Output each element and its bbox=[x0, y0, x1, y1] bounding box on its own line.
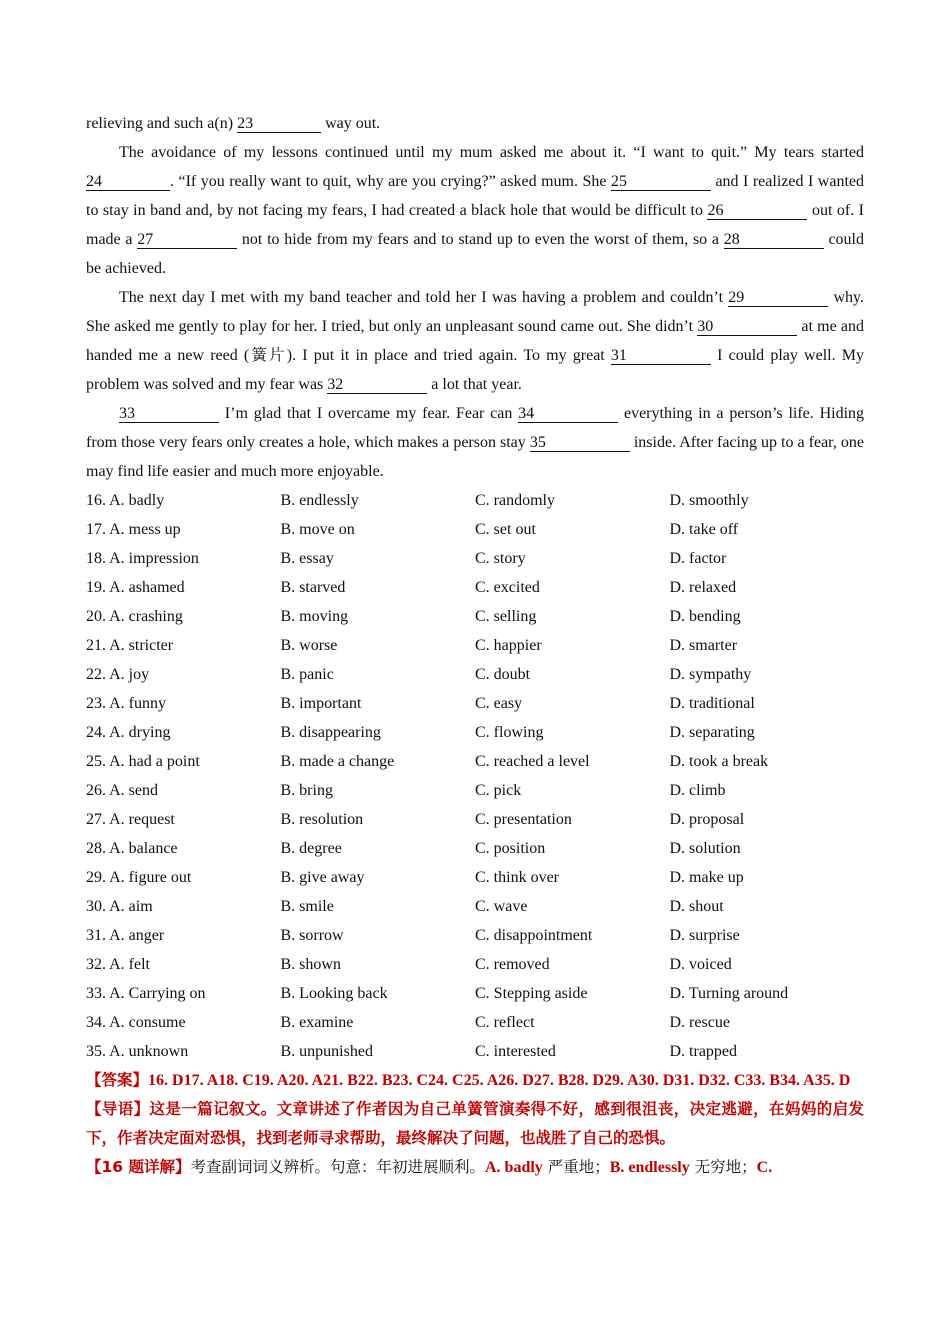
option-a: 17. A. mess up bbox=[86, 521, 181, 538]
blank-35: 35 bbox=[530, 434, 630, 452]
option-a: 24. A. drying bbox=[86, 724, 171, 741]
option-a: 29. A. figure out bbox=[86, 869, 192, 886]
option-a: 32. A. felt bbox=[86, 956, 150, 973]
passage-paragraph-1 bbox=[86, 138, 864, 283]
option-a: 33. A. Carrying on bbox=[86, 985, 206, 1002]
option-d: D. solution bbox=[669, 840, 741, 857]
option-b: B. made a change bbox=[280, 753, 395, 770]
option-b: B. move on bbox=[280, 521, 355, 538]
document-page bbox=[86, 109, 864, 1182]
passage-text: and I realized I wanted to stay in band and, by not facing my fears, I had created a black hole that would be difficult to bbox=[86, 173, 864, 219]
blank-26: 26 bbox=[707, 202, 807, 220]
passage-text: why. She asked me gently to play for her. I tried, but only an unpleasant sound came out. She didn’t bbox=[86, 289, 865, 335]
passage-text: a lot that year. bbox=[427, 376, 522, 393]
option-c: C. flowing bbox=[475, 724, 544, 741]
option-b: B. smile bbox=[280, 898, 334, 915]
intro-section bbox=[86, 1095, 864, 1153]
option-d: D. trapped bbox=[669, 1043, 738, 1060]
option-c: C. disappointment bbox=[475, 927, 593, 944]
option-b: B. Looking back bbox=[280, 985, 388, 1002]
blank-30: 30 bbox=[697, 318, 797, 336]
option-row bbox=[86, 834, 864, 863]
option-d: D. rescue bbox=[669, 1014, 730, 1031]
option-d: D. bending bbox=[669, 608, 741, 625]
option-row bbox=[86, 718, 864, 747]
option-b: B. give away bbox=[280, 869, 365, 886]
blank-34: 34 bbox=[518, 405, 618, 423]
option-row bbox=[86, 660, 864, 689]
option-d: D. relaxed bbox=[669, 579, 737, 596]
blank-29: 29 bbox=[728, 289, 828, 307]
option-row bbox=[86, 515, 864, 544]
passage-text: The next day I met with my band teacher and told her I was having a problem and couldn’t bbox=[119, 289, 729, 306]
option-c: C. easy bbox=[475, 695, 523, 712]
option-d: D. smarter bbox=[669, 637, 738, 654]
option-b: B. essay bbox=[280, 550, 334, 567]
option-c: C. story bbox=[475, 550, 526, 567]
option-c: C. set out bbox=[475, 521, 536, 538]
option-c: C. think over bbox=[475, 869, 559, 886]
option-d: D. proposal bbox=[669, 811, 745, 828]
option-c: C. selling bbox=[475, 608, 537, 625]
explanation-label: 【16 题详解】 bbox=[86, 1158, 191, 1176]
options-list bbox=[86, 486, 864, 1066]
passage-text: The avoidance of my lessons continued until my mum asked me about it. “I want to quit.” My tears started bbox=[119, 144, 864, 161]
option-c: C. doubt bbox=[475, 666, 531, 683]
option-c: C. wave bbox=[475, 898, 528, 915]
option-a: 25. A. had a point bbox=[86, 753, 200, 770]
option-row bbox=[86, 892, 864, 921]
option-d: D. surprise bbox=[669, 927, 740, 944]
option-c: C. position bbox=[475, 840, 546, 857]
passage-text: out of. I made a bbox=[86, 202, 864, 248]
passage-text: at me and handed me a new reed ( bbox=[86, 318, 865, 364]
option-d: D. Turning around bbox=[669, 985, 789, 1002]
option-c: C. Stepping aside bbox=[475, 985, 588, 1002]
option-c: C. interested bbox=[475, 1043, 556, 1060]
option-d: D. separating bbox=[669, 724, 755, 741]
option-c: C. happier bbox=[475, 637, 542, 654]
option-row bbox=[86, 544, 864, 573]
passage-text: inside. After facing up to a fear, one may find life easier and much more enjoyable. bbox=[86, 434, 864, 480]
answer-label: 【答案】 bbox=[86, 1071, 149, 1089]
option-b: B. important bbox=[280, 695, 362, 712]
option-b: B. degree bbox=[280, 840, 342, 857]
explanation-16 bbox=[86, 1153, 864, 1182]
option-b: B. panic bbox=[280, 666, 334, 683]
option-a: 20. A. crashing bbox=[86, 608, 183, 625]
blank-28: 28 bbox=[724, 231, 824, 249]
blank-24: 24 bbox=[86, 173, 170, 191]
option-d: D. took a break bbox=[669, 753, 769, 770]
option-c: C. removed bbox=[475, 956, 550, 973]
option-d: D. smoothly bbox=[669, 492, 749, 509]
option-row bbox=[86, 979, 864, 1008]
passage-text: relieving and such a(n) bbox=[86, 115, 238, 132]
option-a: 31. A. anger bbox=[86, 927, 165, 944]
option-b: B. moving bbox=[280, 608, 349, 625]
passage-paragraph-2 bbox=[86, 283, 864, 399]
option-row bbox=[86, 776, 864, 805]
option-d: D. shout bbox=[669, 898, 724, 915]
option-b: B. sorrow bbox=[280, 927, 344, 944]
option-b: B. bring bbox=[280, 782, 333, 799]
option-row bbox=[86, 602, 864, 631]
option-d: D. traditional bbox=[669, 695, 755, 712]
passage-text: I’m glad that I overcame my fear. Fear can bbox=[219, 405, 519, 422]
option-b: B. shown bbox=[280, 956, 341, 973]
blank-23: 23 bbox=[237, 115, 321, 133]
option-a: 16. A. badly bbox=[86, 492, 165, 509]
option-a: 21. A. stricter bbox=[86, 637, 174, 654]
option-c: C. presentation bbox=[475, 811, 572, 828]
option-c: C. pick bbox=[475, 782, 522, 799]
option-d: D. climb bbox=[669, 782, 726, 799]
option-row bbox=[86, 486, 864, 515]
option-a: 27. A. request bbox=[86, 811, 175, 828]
option-c: C. reached a level bbox=[475, 753, 590, 770]
option-c: C. excited bbox=[475, 579, 540, 596]
blank-31: 31 bbox=[611, 347, 711, 365]
passage-paragraph-0 bbox=[86, 109, 864, 138]
option-term: C. bbox=[756, 1159, 773, 1176]
option-row bbox=[86, 1037, 864, 1066]
option-b: B. examine bbox=[280, 1014, 354, 1031]
option-a: 30. A. aim bbox=[86, 898, 153, 915]
option-d: D. take off bbox=[669, 521, 739, 538]
option-b: B. starved bbox=[280, 579, 346, 596]
option-row bbox=[86, 689, 864, 718]
option-gloss: 无穷地； bbox=[689, 1158, 757, 1176]
option-a: 19. A. ashamed bbox=[86, 579, 185, 596]
option-row bbox=[86, 747, 864, 776]
passage-text: . “If you really want to quit, why are you crying?” asked mum. She bbox=[170, 173, 611, 190]
passage-paragraph-3 bbox=[86, 399, 864, 486]
option-b: B. resolution bbox=[280, 811, 364, 828]
option-a: 22. A. joy bbox=[86, 666, 150, 683]
intro-text: 这是一篇记叙文。文章讲述了作者因为自己单簧管演奏得不好，感到很沮丧，决定逃避，在妈妈的启发下，作者决定面对恐惧，找到老师寻求帮助，最终解决了问题，也战胜了自己的恐惧。 bbox=[86, 1100, 864, 1147]
option-b: B. worse bbox=[280, 637, 338, 654]
option-c: C. randomly bbox=[475, 492, 555, 509]
option-b: B. endlessly bbox=[280, 492, 359, 509]
passage-text: could be achieved. bbox=[86, 231, 865, 277]
option-d: D. voiced bbox=[669, 956, 732, 973]
option-a: 23. A. funny bbox=[86, 695, 166, 712]
answer-key bbox=[86, 1066, 864, 1095]
passage-text: I could play well. My problem was solved and my fear was bbox=[86, 347, 864, 393]
option-c: C. reflect bbox=[475, 1014, 535, 1031]
passage-text: everything in a person’s life. Hiding from those very fears only creates a hole, which makes a person stay bbox=[86, 405, 865, 451]
option-a: 18. A. impression bbox=[86, 550, 199, 567]
option-a: 26. A. send bbox=[86, 782, 158, 799]
chinese-gloss: 簧片 bbox=[249, 346, 287, 364]
option-row bbox=[86, 863, 864, 892]
option-d: D. sympathy bbox=[669, 666, 752, 683]
option-term: A. badly bbox=[484, 1159, 543, 1176]
passage-text: way out. bbox=[321, 115, 381, 132]
option-a: 34. A. consume bbox=[86, 1014, 186, 1031]
option-d: D. make up bbox=[669, 869, 744, 886]
option-term: B. endlessly bbox=[609, 1159, 690, 1176]
option-row bbox=[86, 573, 864, 602]
option-a: 28. A. balance bbox=[86, 840, 178, 857]
option-row bbox=[86, 631, 864, 660]
option-b: B. unpunished bbox=[280, 1043, 373, 1060]
option-gloss: 严重地； bbox=[542, 1158, 610, 1176]
option-row bbox=[86, 805, 864, 834]
option-a: 35. A. unknown bbox=[86, 1043, 189, 1060]
option-d: D. factor bbox=[669, 550, 727, 567]
option-row bbox=[86, 1008, 864, 1037]
blank-25: 25 bbox=[611, 173, 711, 191]
option-row bbox=[86, 921, 864, 950]
blank-33: 33 bbox=[119, 405, 219, 423]
option-b: B. disappearing bbox=[280, 724, 381, 741]
option-row bbox=[86, 950, 864, 979]
intro-label: 【导语】 bbox=[86, 1100, 150, 1118]
blank-27: 27 bbox=[137, 231, 237, 249]
passage-text: not to hide from my fears and to stand up to even the worst of them, so a bbox=[237, 231, 724, 248]
blank-32: 32 bbox=[327, 376, 427, 394]
explanation-text: 考查副词词义辨析。句意：年初进展顺利。 bbox=[190, 1158, 485, 1176]
passage-text: ). I put it in place and tried again. To my great bbox=[286, 347, 611, 364]
answer-text: 16. D17. A18. C19. A20. A21. B22. B23. C24. C25. A26. D27. B28. D29. A30. D31. D32. C33. B34. A35. D bbox=[148, 1072, 851, 1089]
